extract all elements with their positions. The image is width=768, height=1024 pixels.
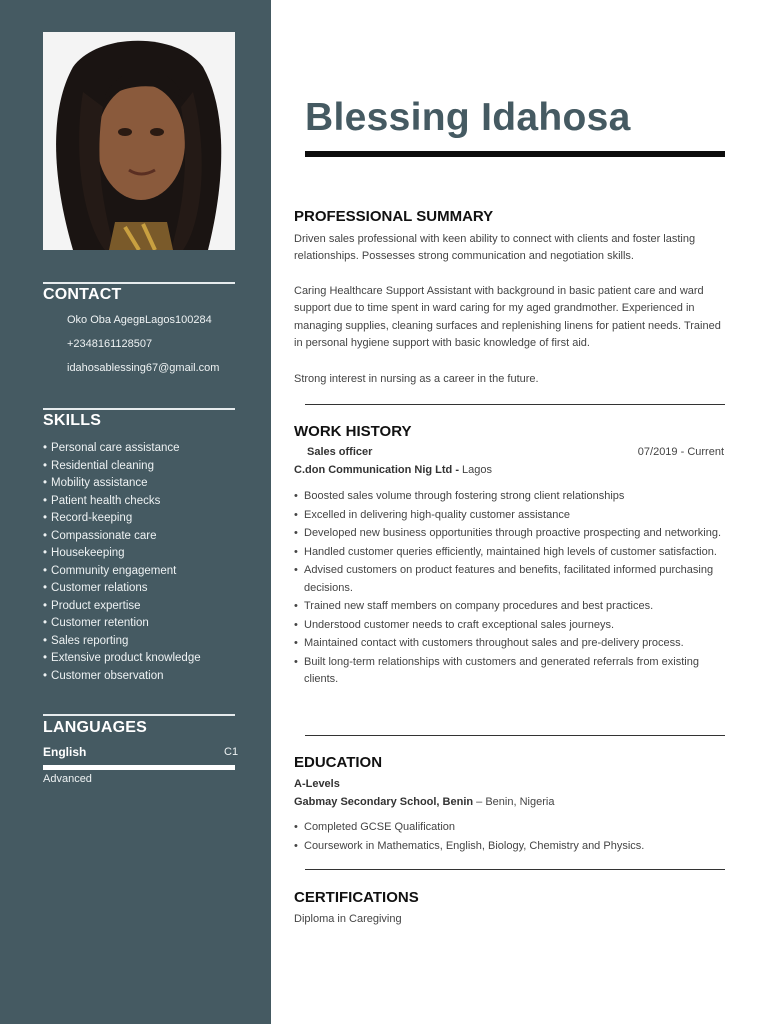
skills-divider	[43, 408, 235, 410]
school-name: Gabmay Secondary School, Benin	[294, 796, 474, 808]
language-level: C1	[224, 746, 239, 758]
skill-item: • Record-keeping	[43, 510, 201, 528]
skill-item: • Extensive product knowledge	[43, 650, 201, 668]
language-proficiency-label: Advanced	[43, 773, 92, 785]
job-duty: • Trained new staff members on company procedures and best practices.	[294, 598, 726, 615]
job-duty: • Understood customer needs to craft exceptional sales journeys.	[294, 617, 726, 634]
contact-heading: CONTACT	[43, 286, 122, 303]
contact-email[interactable]: idahosablessing67@gmail.com	[67, 362, 220, 374]
language-name: English	[43, 745, 87, 759]
education-school	[294, 796, 554, 808]
job-company	[294, 464, 492, 476]
summary-paragraph: Strong interest in nursing as a career in the future.	[294, 373, 539, 385]
work-heading: WORK HISTORY	[294, 423, 412, 440]
company-name: C.don Communication Nig Ltd -	[294, 464, 459, 476]
skill-item: • Housekeeping	[43, 545, 201, 563]
job-duty: • Excelled in delivering high-quality customer assistance	[294, 507, 726, 524]
contact-address: Oko Oba AgegвLagos100284	[67, 314, 212, 326]
sidebar	[0, 0, 271, 1024]
school-location: – Benin, Nigeria	[476, 796, 555, 808]
summary-heading: PROFESSIONAL SUMMARY	[294, 208, 494, 225]
skill-item: • Customer relations	[43, 580, 201, 598]
skills-list	[43, 440, 201, 685]
education-details-list	[294, 819, 726, 856]
summary-paragraph: Driven sales professional with keen ability to connect with clients and foster lasting relationships. Possesses strong communication and negotiation skills.	[294, 233, 696, 263]
education-detail: • Completed GCSE Qualification	[294, 819, 726, 836]
skill-item: • Mobility assistance	[43, 475, 201, 493]
contact-phone[interactable]: +2348161128507	[67, 338, 153, 350]
languages-divider	[43, 714, 235, 716]
job-duties-list	[294, 488, 726, 690]
education-detail: • Coursework in Mathematics, English, Biology, Chemistry and Physics.	[294, 838, 726, 855]
skill-item: • Product expertise	[43, 598, 201, 616]
skill-item: • Community engagement	[43, 563, 201, 581]
company-location: Lagos	[462, 464, 493, 476]
job-duty: • Advised customers on product features and benefits, facilitated informed purchasing decisions.	[294, 562, 726, 597]
skills-heading: SKILLS	[43, 412, 102, 429]
skill-item: • Patient health checks	[43, 493, 201, 511]
job-duty: • Handled customer queries efficiently, maintained high levels of customer satisfaction.	[294, 544, 726, 561]
job-duty: • Developed new business opportunities through proactive prospecting and networking.	[294, 525, 726, 542]
certifications-heading: CERTIFICATIONS	[294, 889, 419, 906]
skill-item: • Sales reporting	[43, 633, 201, 651]
profile-photo	[43, 32, 235, 250]
section-divider	[305, 869, 725, 870]
certification-item: Diploma in Caregiving	[294, 913, 402, 925]
skill-item: • Personal care assistance	[43, 440, 201, 458]
section-divider	[305, 735, 725, 736]
skill-item: • Customer retention	[43, 615, 201, 633]
job-duty: • Boosted sales volume through fostering strong client relationships	[294, 488, 726, 505]
education-heading: EDUCATION	[294, 754, 383, 771]
education-degree: A-Levels	[294, 778, 340, 790]
languages-heading: LANGUAGES	[43, 719, 148, 736]
skill-item: • Customer observation	[43, 668, 201, 686]
candidate-name: Blessing Idahosa	[305, 96, 631, 139]
job-dates: 07/2019 - Current	[637, 446, 724, 458]
name-underline	[305, 151, 725, 157]
skill-item: • Compassionate care	[43, 528, 201, 546]
job-duty: • Built long-term relationships with customers and generated referrals from existing clients.	[294, 654, 726, 689]
contact-divider	[43, 282, 235, 284]
job-duty: • Maintained contact with customers throughout sales and pre-delivery process.	[294, 635, 726, 652]
language-proficiency-fill	[43, 765, 235, 770]
job-title: Sales officer	[307, 446, 373, 458]
section-divider	[305, 404, 725, 405]
language-proficiency-bar	[43, 765, 235, 770]
skill-item: • Residential cleaning	[43, 458, 201, 476]
summary-paragraph: Caring Healthcare Support Assistant with background in basic patient care and ward support due to time spent in ward caring for my aged grandmother. Experienced in managing supplies, cleaning surfaces and replenishing linens for patient needs. Trained in personal hygiene support with basic knowledge of first aid.	[294, 285, 721, 349]
